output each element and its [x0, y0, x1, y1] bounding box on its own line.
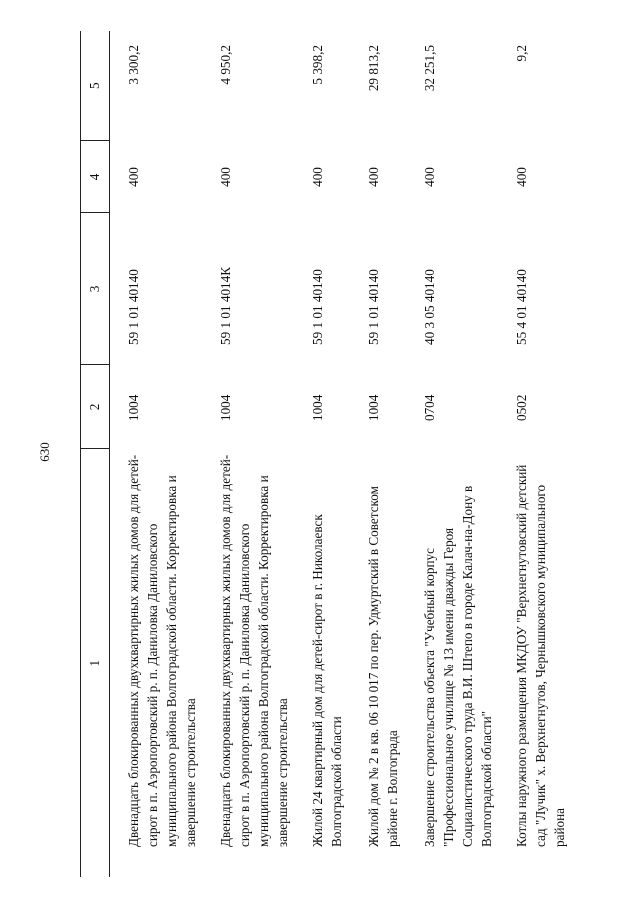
object-name: Двенадцать блокированных двухквартирных жилых домов для детей-сирот в п. Аэропортовский р. п. Даниловка Даниловского муниципального района Волгоградской области. Корректировка и завершение строительства: [126, 454, 198, 847]
expense-type: 400: [126, 167, 141, 187]
table-row: [308, 31, 364, 877]
header-col-4: 4: [81, 141, 110, 213]
amount: 5 398,2: [310, 45, 325, 85]
object-name: Жилой дом № 2 в кв. 06 10 017 по пер. Удмуртский в Советском районе г. Волгограда: [366, 486, 400, 847]
amount: 32 251,5: [422, 45, 437, 92]
object-name: Завершение строительства объекта "Учебный корпус "Профессиональное училище № 13 имени дважды Героя Социалистического труда В.И. Штепо в городе Калач-на-Дону в Волгоградской области": [422, 485, 494, 847]
expense-type: 400: [218, 167, 233, 187]
section-code: 1004: [366, 394, 381, 421]
object-name: Жилой 24 квартирный дом для детей-сирот в г. Николаевск Волгоградской области: [310, 514, 344, 847]
budget-table: [80, 31, 580, 877]
section-code: 0704: [422, 394, 437, 421]
table-row: [110, 31, 217, 877]
target-article: 59 1 01 40140: [366, 269, 381, 345]
section-code: 0502: [514, 394, 529, 421]
expense-type: 400: [310, 167, 325, 187]
table-row: [216, 31, 308, 877]
section-code: 1004: [126, 394, 141, 421]
page-number: 630: [37, 442, 52, 462]
table-row: [420, 31, 512, 877]
expense-type: 400: [366, 167, 381, 187]
target-article: 59 1 01 4014К: [218, 266, 233, 345]
header-col-3: 3: [81, 213, 110, 365]
table-header-row: [81, 31, 110, 877]
amount: 29 813,2: [366, 45, 381, 92]
object-name: Котлы наружного размещения МКДОУ "Верхнегнутовский детский сад "Лучик" х. Верхнегнутов, Чернышковского муниципального района: [514, 464, 567, 847]
amount: 9,2: [514, 45, 529, 62]
amount: 4 950,2: [218, 45, 233, 85]
table-row: [364, 31, 420, 877]
section-code: 1004: [310, 394, 325, 421]
header-col-1: 1: [81, 449, 110, 877]
target-article: 40 3 05 40140: [422, 269, 437, 345]
amount: 3 300,2: [126, 45, 141, 85]
expense-type: 400: [514, 167, 529, 187]
target-article: 55 4 01 40140: [514, 269, 529, 345]
target-article: 59 1 01 40140: [310, 269, 325, 345]
header-col-5: 5: [81, 31, 110, 141]
object-name: Двенадцать блокированных двухквартирных жилых домов для детей-сирот в п. Аэропортовский р. п. Даниловка Даниловского муниципального района Волгоградской области. Корректировка и завершение строительства: [218, 454, 290, 847]
header-col-2: 2: [81, 365, 110, 449]
table-row: [512, 31, 580, 877]
budget-table-rotated: [80, 31, 640, 877]
target-article: 59 1 01 40140: [126, 269, 141, 345]
section-code: 1004: [218, 394, 233, 421]
expense-type: 400: [422, 167, 437, 187]
